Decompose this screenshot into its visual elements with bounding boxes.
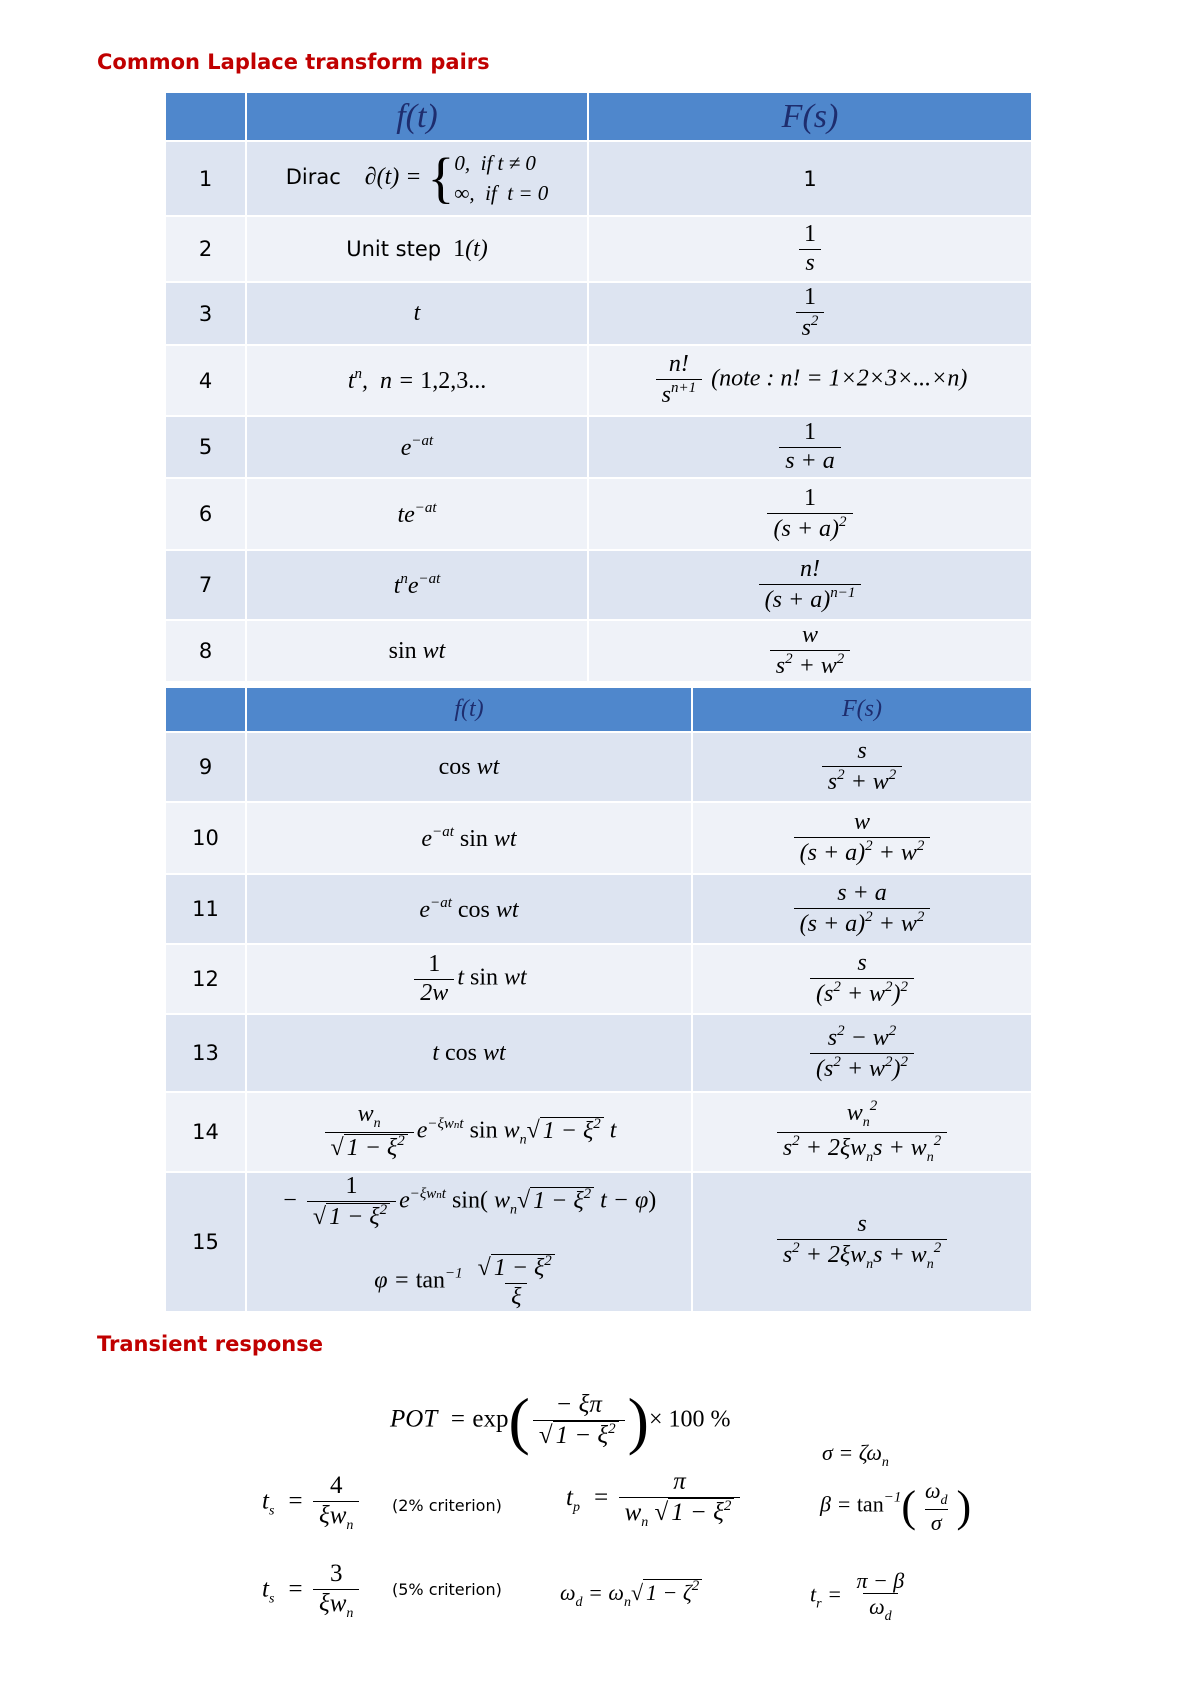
settling-time-5pct: $t_s$ = $\frac{3}{\xi w_n}$ (262, 1560, 362, 1622)
row-fs: $\frac{1}{(s + a)^2}$ (588, 478, 1032, 550)
table-row (166, 282, 1032, 345)
row-ft: $\frac{w_n}{√ 1 - \xi^2}$ $e^{-\xi wnt}$ $\sin w_n√$ $1 - \xi^2$ t (246, 1092, 692, 1172)
percent-factor: × 100 % (648, 1406, 731, 1433)
factorial-note: (note : n! = 1×2×3×...×n) (711, 366, 968, 393)
row-ft: Unit step 1(t) (246, 216, 588, 282)
row-number: 6 (166, 478, 246, 550)
table-row (166, 620, 1032, 682)
table-row (166, 1014, 1032, 1092)
number-header (166, 688, 246, 732)
row-fs: $\frac{s + a}{(s + a)^2 + w^2}$ (692, 874, 1032, 944)
row-fs: $\frac{1}{s}$ (588, 216, 1032, 282)
beta-equation: $\beta = \tan^{-1}$( $\frac{\omega_d}{\sigma}$ ) (820, 1478, 972, 1536)
row-fs: $\frac{1}{s + a}$ (588, 416, 1032, 478)
row-fs: $\frac{w}{(s + a)^2 + w^2}$ (692, 802, 1032, 874)
row-fs: $\frac{s}{s^2 + w^2}$ (692, 732, 1032, 802)
criterion-5pct: (5% criterion) (392, 1580, 502, 1599)
row-ft: $te^{-at}$ (246, 478, 588, 550)
table-header (166, 688, 1032, 732)
sigma-equation: $\sigma = \zeta\omega_n$ (822, 1440, 889, 1470)
row-number: 7 (166, 550, 246, 620)
row-ft: cos wt (246, 732, 692, 802)
row-ft: t (246, 282, 588, 345)
row-fs: 1 (588, 141, 1032, 216)
row-number: 13 (166, 1014, 246, 1092)
ft-header: f(t) (246, 93, 588, 141)
row-number: 1 (166, 141, 246, 216)
laplace-table (166, 93, 1033, 683)
row-label: Dirac (285, 165, 341, 190)
row-fs: $\frac{s}{s^2 + 2\xi w_ns + w_n^2}$ (692, 1172, 1032, 1312)
row-number: 3 (166, 282, 246, 345)
row-ft: $e^{-at}$ (246, 416, 588, 478)
row-number: 15 (166, 1172, 246, 1312)
row-ft: Dirac ∂(t) = { 0, if t ≠ 0 ∞, if t = 0 (246, 141, 588, 216)
row-ft: $\frac{1}{2w}$ t sin wt (246, 944, 692, 1014)
fs-header: F(s) (588, 93, 1032, 141)
table-row (166, 216, 1032, 282)
table-row (166, 1172, 1032, 1312)
row-fs: $\frac{n!}{s^{n+1}}$ (note : n! = 1×2×3×...×n) (588, 345, 1032, 416)
table-row (166, 1092, 1032, 1172)
table-row (166, 141, 1032, 216)
row-ft: $e^{-at}$ cos wt (246, 874, 692, 944)
row-ft: sin wt (246, 620, 588, 682)
pot-label: POT (390, 1405, 437, 1433)
row-ft: t cos wt (246, 1014, 692, 1092)
row-fs: $\frac{w}{s^2 + w^2}$ (588, 620, 1032, 682)
row-number: 2 (166, 216, 246, 282)
row-label: Unit step (346, 236, 442, 261)
transient-title: Transient response (97, 1332, 323, 1356)
row-fs: $\frac{w_n^2}{s^2 + 2\xi w_ns + w_n^2}$ (692, 1092, 1032, 1172)
pot-equation: POT = exp( $\frac{- \xi\pi}{√ 1 - \xi^2}$ )× 100 % (390, 1385, 731, 1456)
row-ft: $t^ne^{-at}$ (246, 550, 588, 620)
table-row (166, 732, 1032, 802)
row-fs: $\frac{s^2 - w^2}{(s^2 + w^2)^2}$ (692, 1014, 1032, 1092)
row-number: 12 (166, 944, 246, 1014)
row-fs: $\frac{1}{s^2}$ (588, 282, 1032, 345)
row-fs: $\frac{n!}{(s + a)^{n-1}}$ (588, 550, 1032, 620)
table-row (166, 416, 1032, 478)
table-header (166, 93, 1032, 141)
row-number: 8 (166, 620, 246, 682)
table-row (166, 345, 1032, 416)
table-row (166, 550, 1032, 620)
number-header (166, 93, 246, 141)
row-ft: − $\frac{1}{√ 1 - \xi^2}$ $e^{-\xi wnt}$ sin( $w_n√$ $1 - \xi^2$ t − φ) $\varphi = \tan^{-1}$ $\frac{√ 1 - \xi^2}{\xi}$ (246, 1172, 692, 1312)
row-number: 9 (166, 732, 246, 802)
laplace-table-continued (166, 688, 1033, 1313)
row-number: 5 (166, 416, 246, 478)
table-row (166, 874, 1032, 944)
peak-time-equation: $t_p$ = $\frac{\pi}{w_n √ 1 - \xi^2}$ (566, 1468, 743, 1531)
row-number: 4 (166, 345, 246, 416)
row-fs: $\frac{s}{(s^2 + w^2)^2}$ (692, 944, 1032, 1014)
table-row (166, 802, 1032, 874)
table-row (166, 944, 1032, 1014)
row-number: 14 (166, 1092, 246, 1172)
laplace-title: Common Laplace transform pairs (97, 50, 490, 74)
table-row (166, 478, 1032, 550)
row-number: 10 (166, 802, 246, 874)
rise-time-equation: $t_r$ = $\frac{\pi - \beta}{\omega_d}$ (810, 1568, 905, 1625)
row-ft: $e^{-at}$ sin wt (246, 802, 692, 874)
row-ft: $t^n$, n = 1,2,3... (246, 345, 588, 416)
criterion-2pct: (2% criterion) (392, 1496, 502, 1515)
settling-time-2pct: $t_s$ = $\frac{4}{\xi w_n}$ (262, 1472, 362, 1534)
fs-header: F(s) (692, 688, 1032, 732)
ft-header: f(t) (246, 688, 692, 732)
row-number: 11 (166, 874, 246, 944)
damped-frequency-equation: $\omega_d = \omega_n√$ $1 - \zeta^2$ (560, 1578, 702, 1611)
